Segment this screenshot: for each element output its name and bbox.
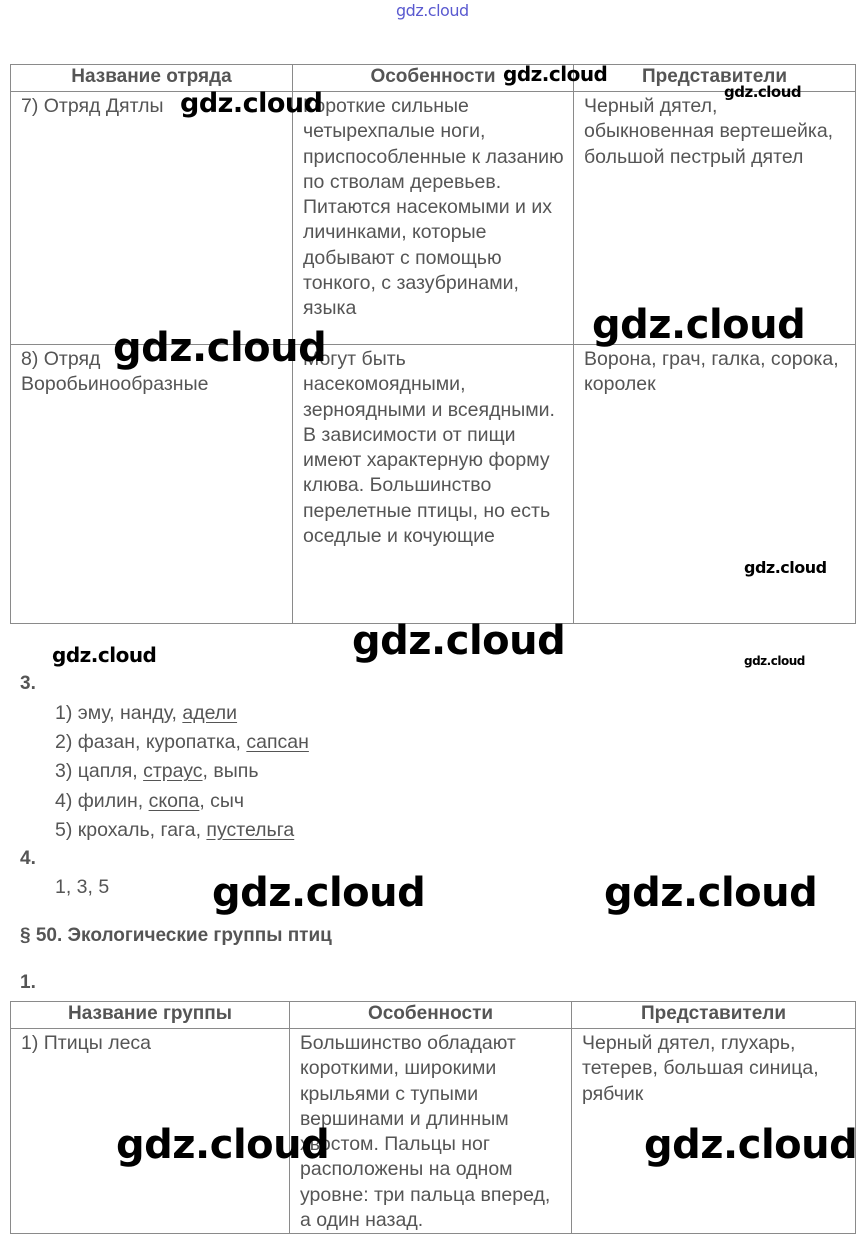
representatives-cell: Ворона, грач, галка, сорока, королек bbox=[574, 345, 856, 624]
list-item bbox=[55, 816, 309, 845]
underlined-answer: адели bbox=[182, 702, 238, 724]
item-text: , сыч bbox=[199, 789, 245, 812]
underlined-answer: пустельга bbox=[206, 818, 295, 841]
task-3-number: 3. bbox=[20, 673, 36, 694]
representatives-cell: Черный дятел, обыкновенная вертешейка, большой пестрый дятел bbox=[574, 92, 856, 345]
underlined-answer: сапсан bbox=[246, 731, 309, 754]
task-4-answer: 1, 3, 5 bbox=[55, 876, 110, 898]
column-header-features: Особенности bbox=[293, 65, 574, 92]
watermark: gdz.cloud bbox=[52, 643, 157, 667]
column-header-features: Особенности bbox=[290, 1002, 572, 1029]
column-header-order-name: Название отряда bbox=[11, 65, 293, 92]
order-name-cell: 8) Отряд Воробьинообразные bbox=[11, 345, 293, 624]
watermark: gdz.cloud bbox=[604, 870, 818, 916]
column-header-representatives: Представители bbox=[572, 1002, 856, 1029]
item-text: , выпь bbox=[202, 760, 259, 783]
watermark: gdz.cloud bbox=[180, 88, 323, 119]
item-text: 2) фазан, куропатка, bbox=[55, 731, 247, 754]
watermark-top: gdz.cloud bbox=[396, 1, 469, 20]
watermark: gdz.cloud bbox=[352, 618, 566, 664]
list-item bbox=[55, 787, 309, 816]
item-text: 4) филин, bbox=[55, 789, 149, 812]
group-name-cell: 1) Птицы леса bbox=[11, 1029, 290, 1234]
list-item bbox=[55, 728, 309, 757]
watermark: gdz.cloud bbox=[744, 558, 827, 577]
table-row bbox=[11, 345, 856, 624]
column-header-group-name: Название группы bbox=[11, 1002, 290, 1029]
underlined-answer: страус bbox=[143, 760, 203, 783]
watermark: gdz.cloud bbox=[212, 870, 426, 916]
item-text: 1) эму, нанду, bbox=[55, 702, 183, 724]
item-text: 5) крохаль, гага, bbox=[55, 818, 207, 841]
item-text: 3) цапля, bbox=[55, 760, 144, 783]
groups-table bbox=[10, 1001, 856, 1234]
watermark: gdz.cloud bbox=[592, 302, 806, 348]
features-cell: Короткие сильные четырехпалые ноги, приспособленные к лазанию по стволам деревьев. Питаются насекомыми и их личинками, которые добывают с помощью тонкого, с зазубринами, языка bbox=[293, 92, 574, 345]
section-title: § 50. Экологические группы птиц bbox=[20, 925, 332, 946]
task-4-number: 4. bbox=[20, 848, 36, 869]
column-header-representatives: Представители bbox=[574, 65, 856, 92]
task-3-list bbox=[55, 699, 309, 845]
watermark: gdz.cloud bbox=[724, 83, 802, 101]
watermark: gdz.cloud bbox=[503, 62, 608, 86]
list-item bbox=[55, 699, 309, 728]
task-1-number: 1. bbox=[20, 972, 36, 993]
list-item bbox=[55, 757, 309, 786]
representatives-cell: Черный дятел, глухарь, тетерев, большая синица, рябчик bbox=[572, 1029, 856, 1234]
watermark: gdz.cloud bbox=[744, 654, 805, 668]
features-cell: Могут быть насекомоядными, зерноядными и всеядными. В зависимости от пищи имеют характерную форму клюва. Большинство перелетные птицы, но есть оседлые и кочующие bbox=[293, 345, 574, 624]
watermark: gdz.cloud bbox=[644, 1122, 858, 1168]
table-header-row bbox=[11, 1002, 856, 1029]
order-name-cell: 7) Отряд Дятлы bbox=[11, 92, 293, 345]
underlined-answer: скопа bbox=[148, 789, 200, 812]
features-cell: Большинство обладают короткими, широкими крыльями с тупыми вершинами и длинным хвостом. Пальцы ног расположены на одном уровне: три пальца вперед, а один назад. bbox=[290, 1029, 572, 1234]
watermark: gdz.cloud bbox=[116, 1122, 330, 1168]
watermark: gdz.cloud bbox=[113, 325, 327, 371]
